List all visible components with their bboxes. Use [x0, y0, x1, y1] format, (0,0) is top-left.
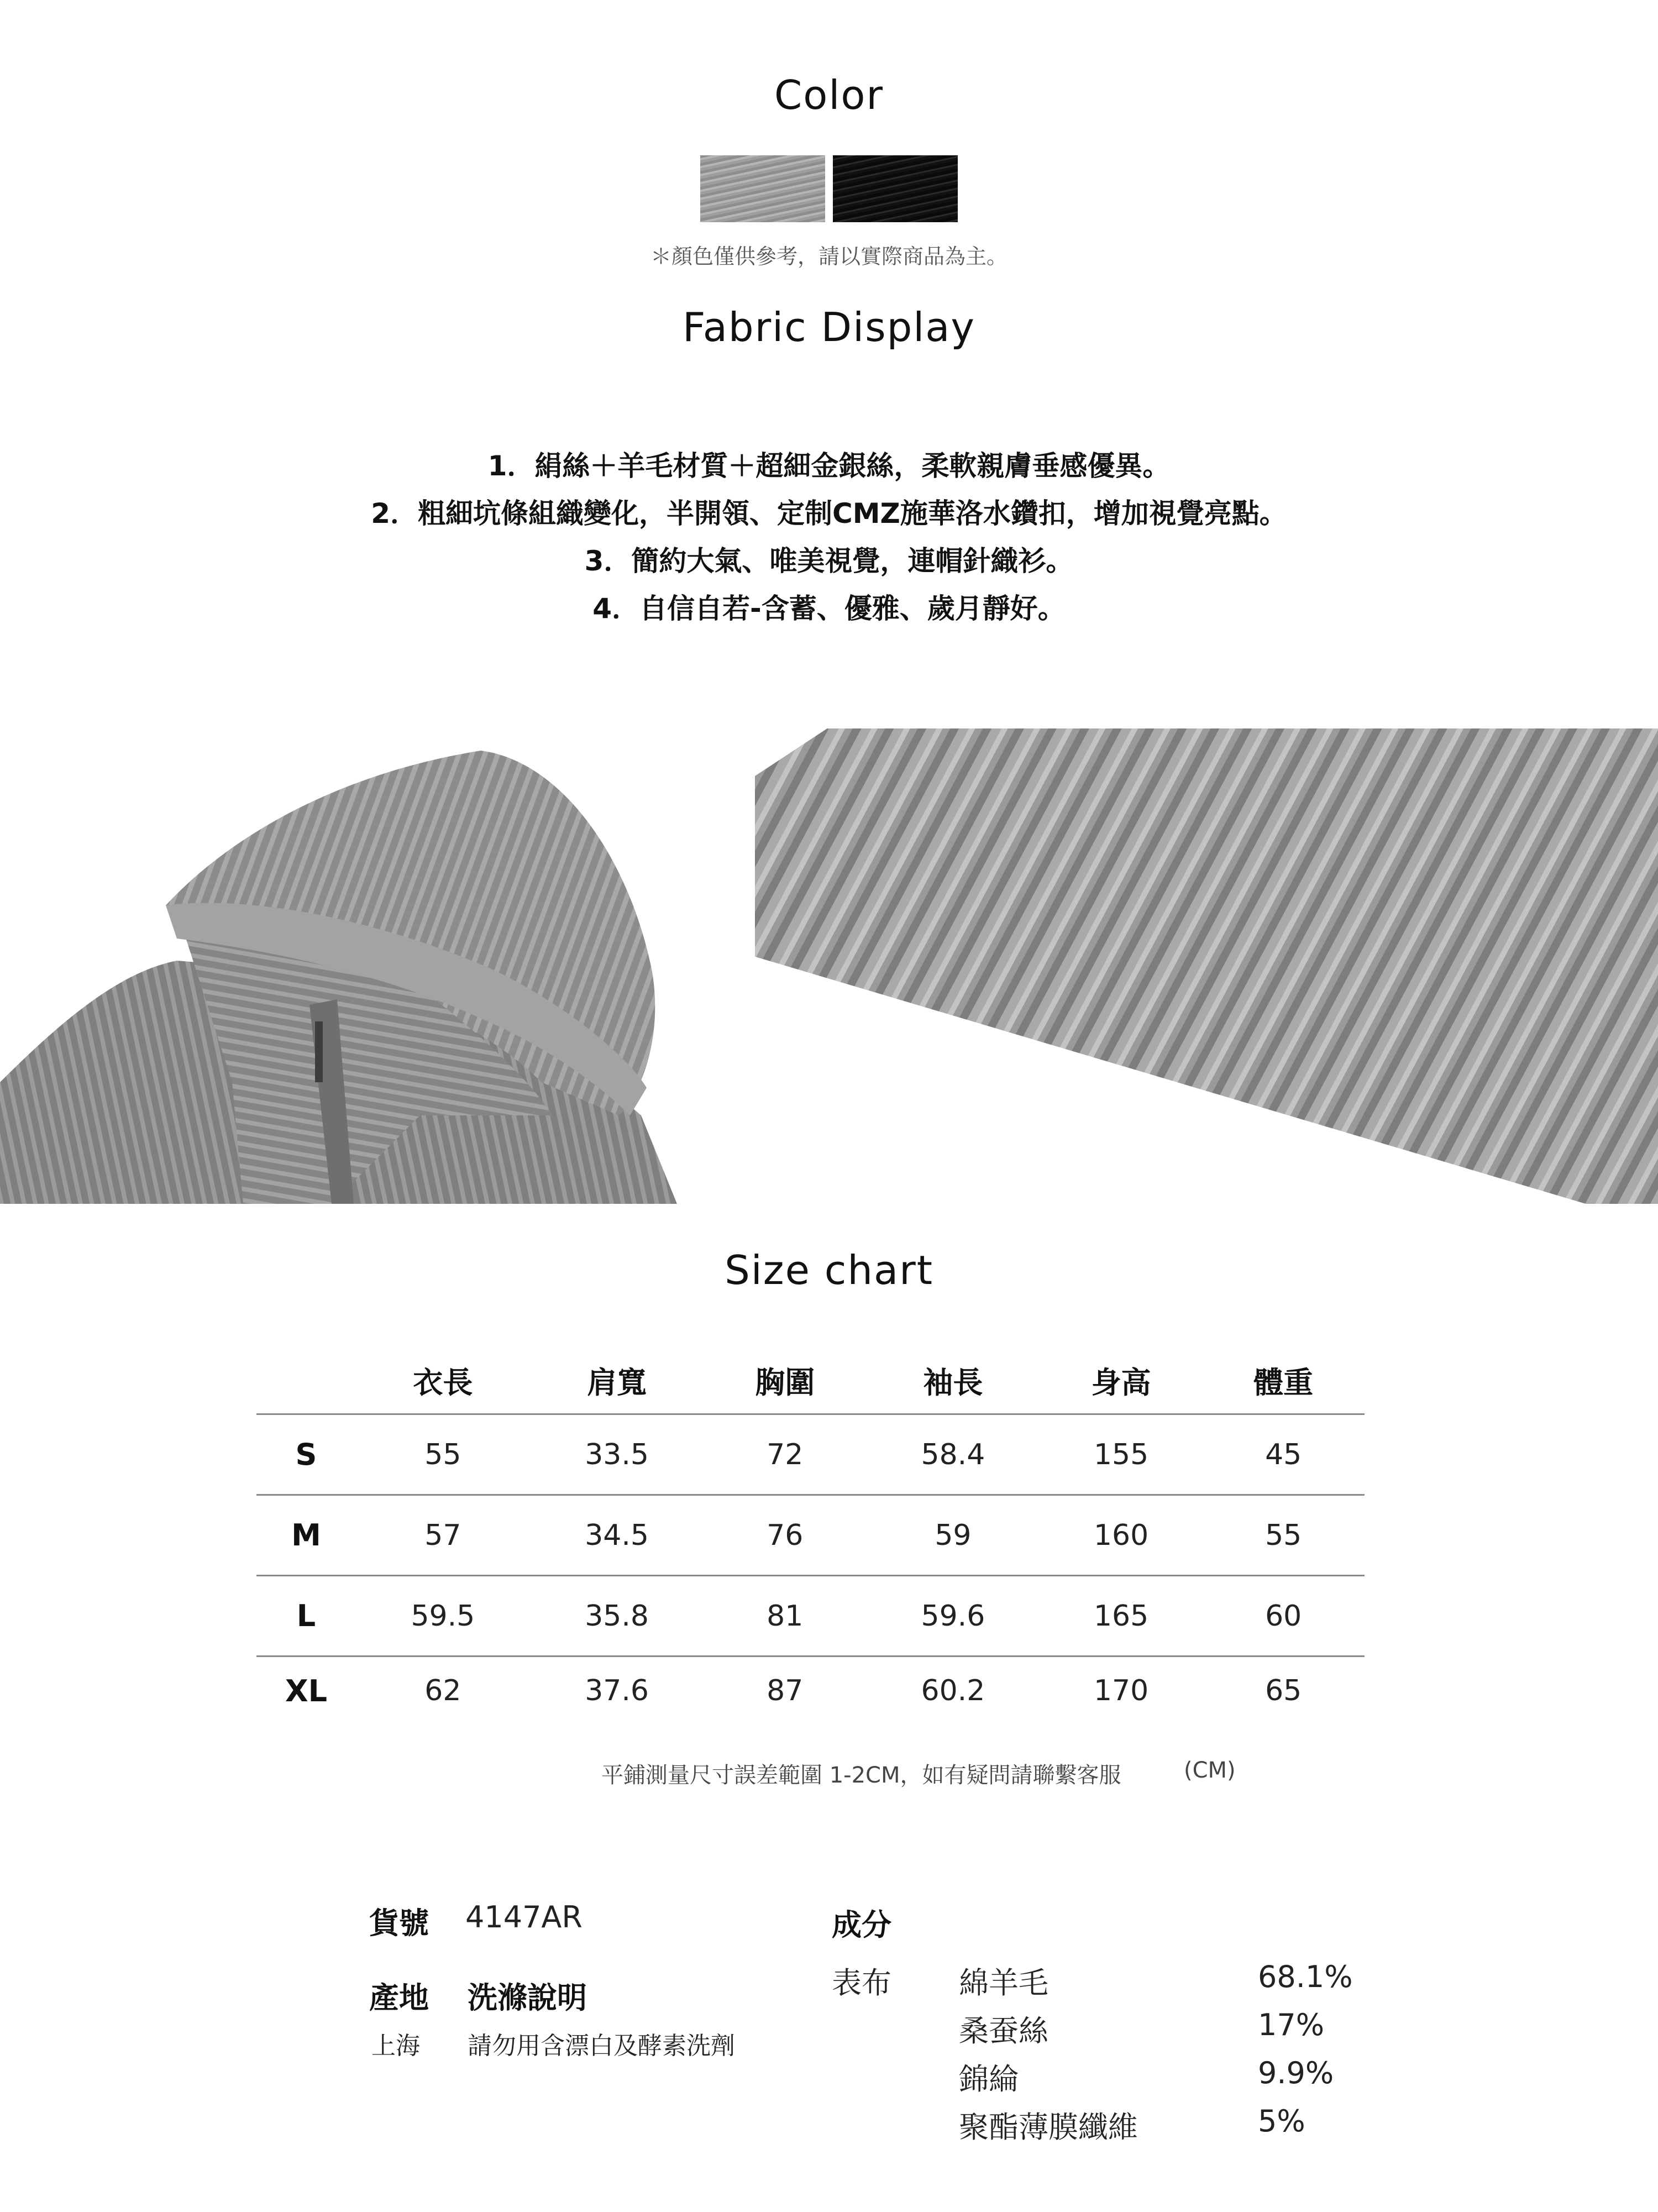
material-name: 聚酯薄膜纖維 [959, 2110, 1138, 2145]
table-cell: 59 [866, 1495, 1040, 1576]
material-percent: 17% [1258, 2007, 1325, 2042]
table-cell: 60 [1202, 1576, 1365, 1657]
column-header: 體重 [1202, 1347, 1365, 1414]
column-header: 肩寬 [530, 1347, 704, 1414]
table-cell: 58.4 [866, 1414, 1040, 1495]
table-row [256, 1576, 1365, 1657]
item-no-value: 4147AR [465, 1900, 583, 1935]
material-name: 錦綸 [959, 2062, 1019, 2096]
column-header: 胸圍 [704, 1347, 866, 1414]
swatch-black[interactable] [833, 155, 958, 222]
item-no-label: 貨號 [369, 1906, 429, 1941]
column-header: 袖長 [866, 1347, 1040, 1414]
table-row [256, 1657, 1365, 1725]
table-cell: 45 [1202, 1414, 1365, 1495]
size-label: XL [285, 1673, 328, 1708]
table-cell: 81 [704, 1576, 866, 1657]
table-header-row [256, 1347, 1365, 1414]
fabric-label: 表布 [832, 1965, 891, 2000]
care-label: 洗滌說明 [468, 1980, 587, 2015]
table-cell: 165 [1040, 1576, 1203, 1657]
material-name: 桑蚕絲 [959, 2014, 1048, 2048]
table-corner [256, 1347, 356, 1414]
table-cell: 59.5 [356, 1576, 530, 1657]
size-table [256, 1347, 1365, 1724]
table-cell: 72 [704, 1414, 866, 1495]
color-note: ＊顏色僅供參考，請以實際商品為主。 [650, 244, 1008, 269]
measurement-note: 平鋪測量尺寸誤差範圍 1-2CM，如有疑問請聯繫客服 [601, 1763, 1121, 1788]
table-cell: 160 [1040, 1495, 1203, 1576]
column-header: 身高 [1040, 1347, 1203, 1414]
material-name: 綿羊毛 [959, 1965, 1048, 2000]
feature-item: 4．自信自若-含蓄、優雅、歲月靜好。 [592, 593, 1066, 625]
care-value: 請勿用含漂白及酵素洗劑 [468, 2032, 735, 2060]
table-cell: 55 [356, 1414, 530, 1495]
table-cell: 34.5 [530, 1495, 704, 1576]
table-cell: 35.8 [530, 1576, 704, 1657]
table-cell: 60.2 [921, 1674, 985, 1707]
fabric-closeup-photo [755, 728, 1658, 1204]
fabric-title: Fabric Display [682, 304, 976, 350]
table-cell: 37.6 [585, 1674, 649, 1707]
table-cell: 55 [1202, 1495, 1365, 1576]
table-cell: 62 [424, 1674, 461, 1707]
table-cell: 87 [767, 1674, 804, 1707]
size-label: L [256, 1576, 356, 1657]
feature-item: 1．絹絲＋羊毛材質＋超細金銀絲，柔軟親膚垂感優異。 [487, 450, 1171, 482]
column-header: 衣長 [356, 1347, 530, 1414]
composition-label: 成分 [832, 1907, 891, 1942]
unit-label: (CM) [1184, 1758, 1236, 1783]
size-label: M [256, 1495, 356, 1576]
table-cell: 170 [1093, 1674, 1149, 1707]
feature-item: 2．粗細坑條組織變化，半開領、定制CMZ施華洛水鑽扣，增加視覺亮點。 [371, 497, 1287, 530]
table-cell: 33.5 [530, 1414, 704, 1495]
material-percent: 5% [1258, 2104, 1305, 2138]
table-cell: 155 [1040, 1414, 1203, 1495]
origin-label: 產地 [369, 1980, 429, 2015]
table-row [256, 1495, 1365, 1576]
swatch-gray[interactable] [700, 155, 825, 222]
color-title: Color [774, 72, 884, 118]
table-cell: 76 [704, 1495, 866, 1576]
size-label: S [256, 1414, 356, 1495]
table-cell: 57 [356, 1495, 530, 1576]
material-percent: 68.1% [1258, 1959, 1353, 1994]
origin-value: 上海 [371, 2032, 420, 2060]
feature-list [0, 442, 1658, 632]
table-row [256, 1414, 1365, 1495]
size-chart-title: Size chart [725, 1247, 933, 1293]
table-cell: 59.6 [866, 1576, 1040, 1657]
material-percent: 9.9% [1258, 2056, 1334, 2090]
hood-photo [0, 728, 677, 1204]
feature-item: 3．簡約大氣、唯美視覺，連帽針織衫。 [584, 545, 1074, 577]
table-cell: 65 [1265, 1674, 1302, 1707]
